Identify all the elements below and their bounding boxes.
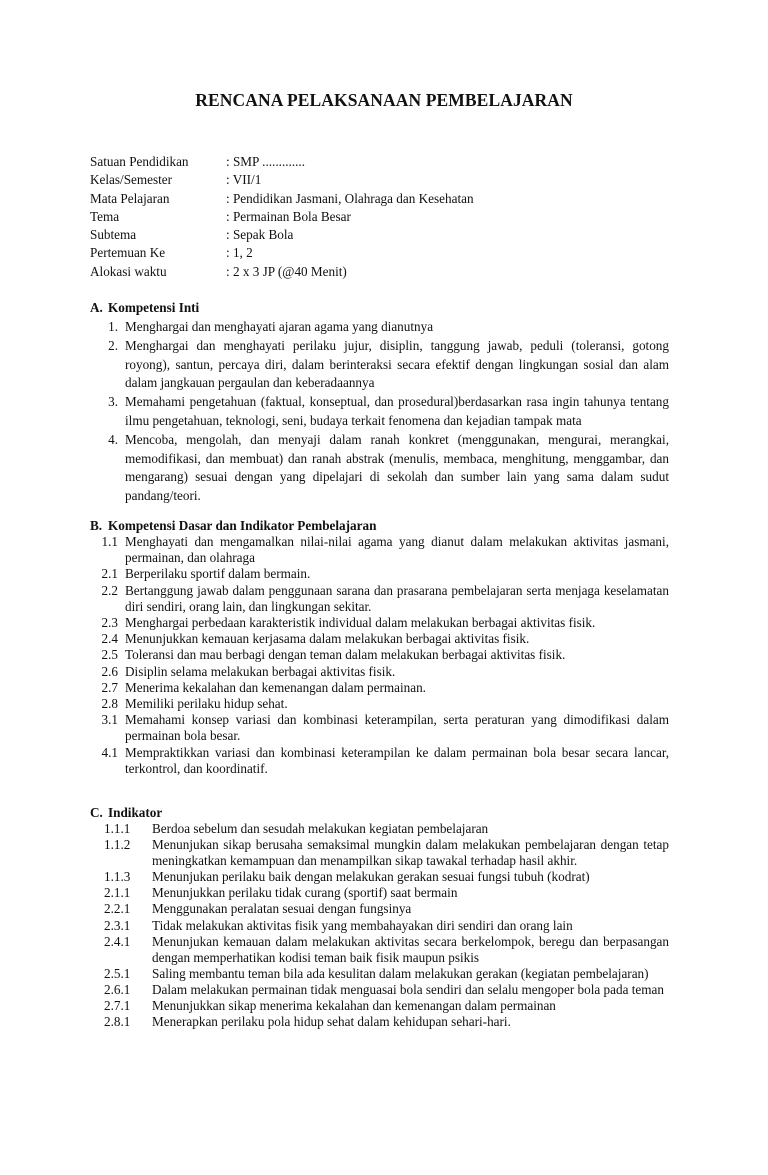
kompetensi-dasar-item [90,583,669,615]
item-number: 2.4 [101,631,118,647]
item-number: 4. [108,431,118,447]
item-number: 2.6.1 [104,981,131,997]
meta-value: : Sepak Bola [226,227,294,243]
item-text: Menunjukan sikap berusaha semaksimal mungkin dalam melakukan pembelajaran dengan tetap meningkatkan kemampuan dan menampilkan sikap tawakal terhadap hasil akhir. [152,837,669,869]
item-text: Menunjukan perilaku baik dengan melakukan gerakan sesuai fungsi tubuh (kodrat) [152,869,590,885]
item-number: 1. [108,319,118,334]
indikator-item [90,982,669,998]
meta-value: : Pendidikan Jasmani, Olahraga dan Kesehatan [226,190,474,206]
kompetensi-inti-item [90,318,669,337]
kompetensi-dasar-item [90,647,669,663]
item-number: 2.7 [101,679,118,695]
item-text: Menghargai dan menghayati perilaku jujur, disiplin, tanggung jawab, peduli (toleransi, gotong royong), santun, percaya diri, dalam berinteraksi secara efektif dengan lingkungan sosial dan alam dalam jangkauan pergaulan dan keberadaannya [125,337,669,391]
item-number: 2.5 [101,647,118,663]
indikator-item [90,918,669,934]
section-b-heading [90,518,376,534]
meta-value: : 2 x 3 JP (@40 Menit) [226,263,347,279]
item-number: 2.2 [101,582,118,598]
item-text: Menghargai perbedaan karakteristik individual dalam melakukan berbagai aktivitas fisik. [125,615,596,631]
meta-value: : Permainan Bola Besar [226,208,351,224]
item-text: Menghayati dan mengamalkan nilai-nilai agama yang dianut dalam melakukan aktivitas jasmani, permainan, dan olahraga [125,534,669,566]
item-number: 2.7.1 [104,998,131,1014]
item-number: 1.1 [101,534,118,549]
item-number: 1.1.2 [104,837,131,853]
kompetensi-dasar-item [90,534,669,566]
indikator-item [90,966,669,982]
meta-row [90,226,474,244]
item-text: Berdoa sebelum dan sesudah melakukan kegiatan pembelajaran [152,821,489,836]
indikator-item [90,934,669,966]
kompetensi-dasar-item [90,696,669,712]
item-text: Toleransi dan mau berbagi dengan teman dalam melakukan berbagai aktivitas fisik. [125,647,566,663]
meta-row [90,190,474,208]
indikator-item [90,885,669,901]
item-text: Saling membantu teman bila ada kesulitan dalam melakukan gerakan (kegiatan pembelajaran) [152,965,649,981]
kompetensi-inti-list [90,318,669,506]
section-title: Kompetensi Dasar dan Indikator Pembelajaran [108,518,377,533]
kompetensi-dasar-item [90,631,669,647]
item-number: 4.1 [101,744,118,760]
meta-row [90,263,474,281]
section-c-heading [90,805,162,821]
item-number: 2.1.1 [104,885,131,901]
meta-label: Satuan Pendidikan [90,154,189,169]
item-text: Dalam melakukan permainan tidak menguasai bola sendiri dan selalu mengoper bola pada teman [152,981,664,997]
item-text: Bertanggung jawab dalam penggunaan sarana dan prasarana pembelajaran serta menjaga keselamatan diri sendiri, orang lain, dan lingkungan sekitar. [125,582,669,614]
indikator-item [90,837,669,869]
indikator-item [90,998,669,1014]
indikator-item [90,1014,669,1030]
item-text: Berperilaku sportif dalam bermain. [125,566,311,582]
meta-label: Subtema [90,227,137,243]
item-text: Memiliki perilaku hidup sehat. [125,696,288,712]
item-text: Memahami konsep variasi dan kombinasi keterampilan, serta peraturan yang dimodifikasi dalam permainan bola besar. [125,712,669,744]
kompetensi-dasar-list [90,534,669,777]
meta-label: Mata Pelajaran [90,190,170,206]
item-text: Tidak melakukan aktivitas fisik yang membahayakan diri sendiri dan orang lain [152,917,573,933]
item-text: Memahami pengetahuan (faktual, konseptual, dan prosedural)berdasarkan rasa ingin tahunya tentang ilmu pengetahuan, teknologi, seni, budaya terkait fenomena dan kejadian tampak mata [125,394,669,428]
item-text: Menghargai dan menghayati ajaran agama yang dianutnya [125,319,434,334]
item-text: Menerima kekalahan dan kemenangan dalam permainan. [125,679,426,695]
section-letter: C. [90,805,103,820]
item-number: 2.6 [101,663,118,679]
item-number: 2.5.1 [104,965,131,981]
kompetensi-dasar-item [90,712,669,744]
kompetensi-dasar-item [90,615,669,631]
item-number: 2. [108,337,118,353]
indikator-item [90,821,669,837]
item-number: 3. [108,394,118,410]
meta-label: Kelas/Semester [90,172,173,188]
kompetensi-inti-item [90,337,669,393]
kompetensi-dasar-item [90,664,669,680]
kompetensi-dasar-item [90,680,669,696]
item-text: Mencoba, mengolah, dan menyaji dalam ranah konkret (menggunakan, mengurai, merangkai, memodifikasi, dan membuat) dan ranah abstrak (menulis, membaca, menghitung, menggambar, dan mengarang) sesuai dengan yang dipelajari di sekolah dan sumber lain yang sama dalam sudut pandang/teori. [125,431,669,504]
meta-label: Tema [90,208,120,224]
item-number: 2.1 [101,566,118,582]
section-a-heading [90,300,199,316]
section-title: Indikator [108,805,163,820]
meta-value: : 1, 2 [226,245,253,261]
item-text: Menunjukkan kemauan kerjasama dalam melakukan berbagai aktivitas fisik. [125,631,530,647]
meta-row [90,208,474,226]
item-text: Menerapkan perilaku pola hidup sehat dalam kehidupan sehari-hari. [152,1014,511,1030]
indikator-item [90,901,669,917]
item-number: 2.8 [101,696,118,712]
item-number: 1.1.3 [104,869,131,885]
section-letter: B. [90,518,103,533]
meta-value: : VII/1 [226,172,262,188]
indikator-list [90,821,669,1030]
item-number: 2.3.1 [104,917,131,933]
kompetensi-dasar-item [90,566,669,582]
meta-row [90,244,474,262]
meta-row [90,171,474,189]
kompetensi-dasar-item [90,745,669,777]
item-number: 2.2.1 [104,901,131,917]
page-title: RENCANA PELAKSANAAN PEMBELAJARAN [195,90,573,110]
item-number: 2.4.1 [104,933,131,949]
meta-label: Alokasi waktu [90,263,167,279]
meta-row [90,153,474,171]
item-text: Mempraktikkan variasi dan kombinasi keterampilan ke dalam permainan bola besar secara lancar, terkontrol, dan koordinatif. [125,744,669,776]
indikator-item [90,869,669,885]
item-text: Menggunakan peralatan sesuai dengan fungsinya [152,901,412,917]
kompetensi-inti-item [90,393,669,431]
kompetensi-inti-item [90,431,669,506]
identity-table [90,153,474,281]
item-number: 3.1 [101,712,118,728]
section-title: Kompetensi Inti [108,300,200,315]
item-text: Disiplin selama melakukan berbagai aktivitas fisik. [125,663,396,679]
item-text: Menunjukan kemauan dalam melakukan aktivitas secara berkelompok, beregu dan berpasangan dengan memperhatikan kodisi teman baik fisik maupun psikis [152,933,669,965]
item-number: 2.8.1 [104,1014,131,1030]
item-number: 2.3 [101,615,118,631]
item-text: Menunjukkan perilaku tidak curang (sportif) saat bermain [152,885,458,901]
meta-label: Pertemuan Ke [90,245,166,261]
item-text: Menunjukkan sikap menerima kekalahan dan kemenangan dalam permainan [152,998,556,1014]
section-letter: A. [90,300,103,315]
item-number: 1.1.1 [104,821,131,836]
meta-value: : SMP ............. [226,154,306,169]
